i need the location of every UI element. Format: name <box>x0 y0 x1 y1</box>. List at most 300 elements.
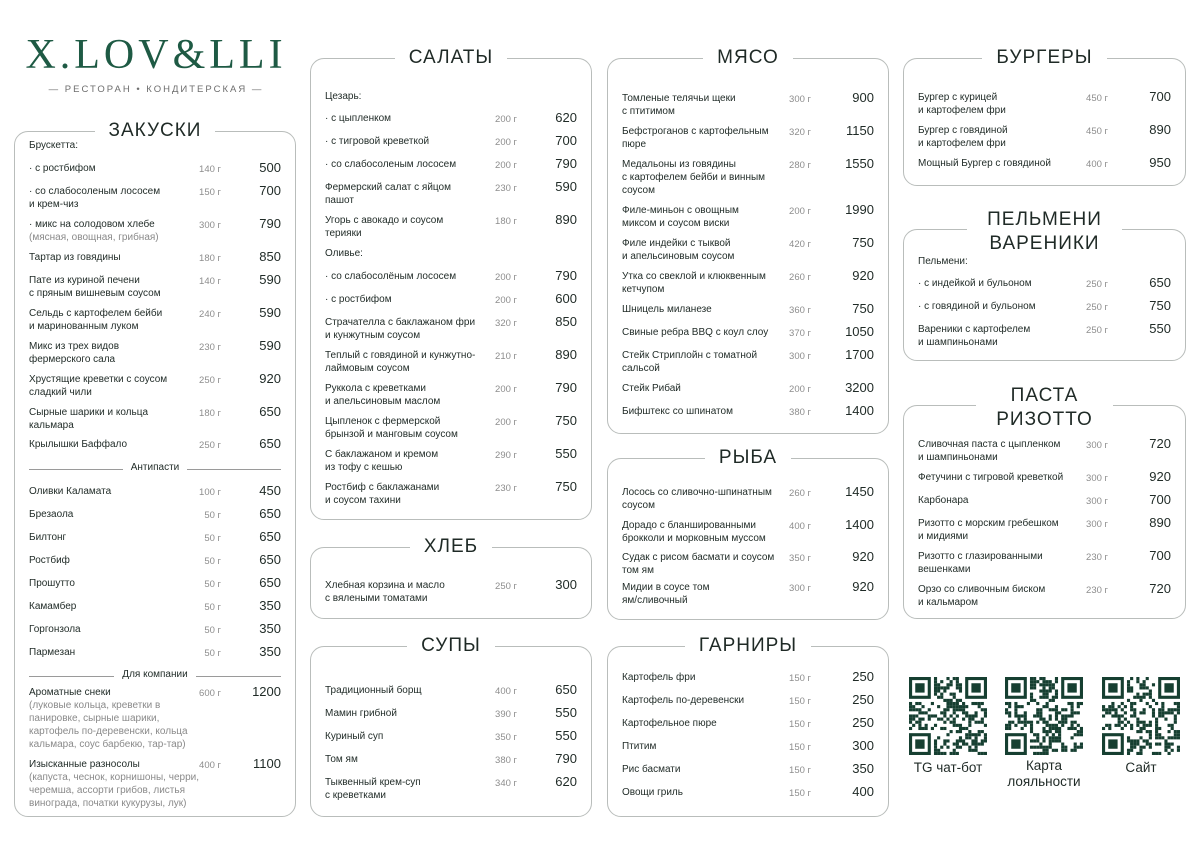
dish-price: 850 <box>259 249 281 264</box>
dish-weight: 180 г <box>199 253 221 264</box>
dish-name-line: Прошутто <box>29 578 75 589</box>
dish-weight: 50 г <box>204 556 221 567</box>
dish-name-line: Рис басмати <box>622 764 681 775</box>
dish-name <box>29 686 201 751</box>
dish-name <box>29 340 199 366</box>
dish-name-line: с вялеными томатами <box>325 593 428 604</box>
dish-price: 790 <box>555 751 577 766</box>
dish-price: 590 <box>259 305 281 320</box>
dish-name-line: Пате из куриной печени <box>29 275 140 286</box>
section-title: СУПЫ <box>407 635 495 656</box>
dish-name-line: с пряным вишневым соусом <box>29 288 161 299</box>
dish-weight: 250 г <box>1086 302 1108 313</box>
dish-name-line: пашот <box>325 195 354 206</box>
dish-name-line: Ароматные снеки <box>29 687 111 698</box>
dish-weight: 400 г <box>789 521 811 532</box>
dish-name-line: Сельдь с картофелем бейби <box>29 308 163 319</box>
qr-label-loyalty-line1: Карта <box>1025 758 1063 773</box>
section-title: МЯСО <box>703 47 793 68</box>
dish-name-line: и картофелем фри <box>918 105 1006 116</box>
dish-price: 550 <box>1149 321 1171 336</box>
brand-logo: X.LOV&LLI <box>25 32 287 78</box>
dish-name <box>29 623 199 636</box>
dish-weight: 230 г <box>1086 585 1108 596</box>
dish-weight: 100 г <box>199 487 221 498</box>
dish-name-line: Бургер с говядиной <box>918 125 1008 136</box>
dish-weight: 300 г <box>1086 519 1108 530</box>
dish-price: 790 <box>555 156 577 171</box>
dish-name <box>29 162 199 175</box>
dish-name-line: лаймовым соусом <box>325 363 410 374</box>
divider-antipasti-label: Антипасти <box>123 462 188 473</box>
dish-name-line: и шампиньонами <box>918 337 998 348</box>
divider-company <box>29 669 281 682</box>
dish-weight: 260 г <box>789 272 811 283</box>
dish-price: 650 <box>259 506 281 521</box>
dish-weight: 420 г <box>789 239 811 250</box>
dish-name-line: Лосось со сливочно-шпинатным <box>622 487 772 498</box>
dish-weight: 290 г <box>495 450 517 461</box>
dish-name-line: Картофель фри <box>622 672 696 683</box>
section-salaty <box>310 47 592 520</box>
section-title: ГАРНИРЫ <box>685 635 811 656</box>
dish-price: 350 <box>259 598 281 613</box>
section-myaso <box>607 47 889 434</box>
dish-price: 1050 <box>845 324 874 339</box>
dish-price: 750 <box>852 235 874 250</box>
dish-price: 920 <box>852 268 874 283</box>
dish-name-line: Бургер с курицей <box>918 92 998 103</box>
section-title: ЗАКУСКИ <box>95 120 216 141</box>
dish-price: 920 <box>852 549 874 564</box>
dish-name-line: и апельсиновым соусом <box>622 251 735 262</box>
dish-weight: 340 г <box>495 778 517 789</box>
dish-name-line: Шницель миланезе <box>622 304 712 315</box>
dish-name-line: Ростбиф с баклажанами <box>325 482 440 493</box>
section-supy <box>310 635 592 817</box>
dish-price: 750 <box>555 413 577 428</box>
dish-name-line: вешенками <box>918 564 971 575</box>
qr-label-tg: TG чат-бот <box>913 760 983 775</box>
dish-weight: 180 г <box>199 408 221 419</box>
dish-name-line: · микс на солодовом хлебе <box>29 219 155 230</box>
divider-antipasti <box>29 462 281 475</box>
dish-weight: 200 г <box>495 272 517 283</box>
dish-price: 550 <box>555 728 577 743</box>
dish-name-line: из тофу с кешью <box>325 462 403 473</box>
section-title-line1: ПАСТА <box>986 384 1103 408</box>
dish-name-line: терияки <box>325 228 362 239</box>
dish-name-line: С баклажаном и кремом <box>325 449 439 460</box>
dish-weight: 200 г <box>789 206 811 217</box>
section-title: САЛАТЫ <box>395 47 507 68</box>
dish-weight: 200 г <box>495 160 517 171</box>
dish-name-line: с картофелем бейби и винным <box>622 172 766 183</box>
dish-price: 250 <box>852 669 874 684</box>
dish-name-line: Крылышки Баффало <box>29 439 128 450</box>
dish-name <box>29 373 199 399</box>
dish-weight: 320 г <box>495 318 517 329</box>
dish-price: 620 <box>555 110 577 125</box>
dish-name <box>29 251 199 264</box>
dish-price: 300 <box>555 577 577 592</box>
dish-name-line: Сливочная паста с цыпленком <box>918 439 1061 450</box>
dish-price: 750 <box>1149 298 1171 313</box>
dish-name-line: Хрустящие креветки с соусом <box>29 374 168 385</box>
dish-name-line: с креветками <box>325 790 386 801</box>
dish-weight: 150 г <box>789 742 811 753</box>
pelmeni-label: Пельмени: <box>918 256 968 267</box>
dish-weight: 150 г <box>199 187 221 198</box>
dish-weight: 50 г <box>204 648 221 659</box>
dish-name <box>29 438 199 451</box>
dish-price: 950 <box>1149 155 1171 170</box>
dish-name-line: Ризотто с глазированными <box>918 551 1043 562</box>
dish-weight: 300 г <box>199 220 221 231</box>
dish-weight: 230 г <box>495 183 517 194</box>
dish-price: 890 <box>555 347 577 362</box>
dish-description: (капуста, чеснок, корнишоны, черри, черемша, ассорти грибов, листья винограда, початки кукурузы, лук) <box>29 772 199 809</box>
dish-weight: 300 г <box>1086 496 1108 507</box>
dish-price: 750 <box>555 479 577 494</box>
dish-weight: 150 г <box>789 788 811 799</box>
qr-code-site[interactable] <box>1102 677 1180 755</box>
dish-price: 890 <box>555 212 577 227</box>
dish-price: 3200 <box>845 380 874 395</box>
dish-price: 900 <box>852 90 874 105</box>
dish-price: 350 <box>259 621 281 636</box>
dish-name-line: Руккола с креветками <box>325 383 426 394</box>
dish-name-line: Угорь с авокадо и соусом <box>325 215 444 226</box>
dish-name-line: Вареники с картофелем <box>918 324 1031 335</box>
dish-price: 1100 <box>253 756 281 771</box>
dish-weight: 300 г <box>1086 440 1108 451</box>
dish-price: 550 <box>555 705 577 720</box>
dish-price: 650 <box>555 682 577 697</box>
dish-price: 250 <box>852 692 874 707</box>
dish-name-line: Томленые телячьи щеки <box>622 93 736 104</box>
dish-name-line: пюре <box>622 139 647 150</box>
dish-name-line: Картофельное пюре <box>622 718 717 729</box>
dish-name-line: и апельсиновым маслом <box>325 396 441 407</box>
dish-name <box>29 554 199 567</box>
dish-price: 450 <box>259 483 281 498</box>
dish-name-line: Бифштекс со шпинатом <box>622 406 733 417</box>
section-pasta <box>903 385 1186 619</box>
dish-name-line: брынзой и манговым соусом <box>325 429 458 440</box>
dish-name-line: Ростбиф <box>29 555 70 566</box>
dish-price: 500 <box>259 160 281 175</box>
dish-weight: 230 г <box>199 342 221 353</box>
dish-name-line: Билтонг <box>29 532 67 543</box>
dish-name-line: Судак с рисом басмати и соусом <box>622 552 775 563</box>
dish-weight: 450 г <box>1086 126 1108 137</box>
caesar-label: Цезарь: <box>325 91 362 102</box>
dish-weight: 450 г <box>1086 93 1108 104</box>
qr-code-tg-bot[interactable] <box>909 677 987 755</box>
dish-name-line: · с ростбифом <box>325 294 392 305</box>
dish-weight: 140 г <box>199 164 221 175</box>
dish-name-line: и кунжутным соусом <box>325 330 421 341</box>
dish-price: 600 <box>555 291 577 306</box>
dish-weight: 150 г <box>789 719 811 730</box>
dish-name-line: Мидии в соусе том <box>622 582 710 593</box>
dish-weight: 350 г <box>495 732 517 743</box>
dish-name <box>29 406 199 432</box>
qr-label-loyalty-line2: лояльности <box>1007 774 1081 789</box>
dish-price: 650 <box>259 552 281 567</box>
dish-price: 1550 <box>845 156 874 171</box>
dish-name-line: Филе-миньон с овощным <box>622 205 739 216</box>
dish-weight: 280 г <box>789 160 811 171</box>
dish-name-line: миксом и соусом виски <box>622 218 730 229</box>
dish-name-line: соусом <box>622 185 655 196</box>
dish-price: 650 <box>259 529 281 544</box>
divider-company-label: Для компании <box>114 669 195 680</box>
dish-price: 700 <box>1149 492 1171 507</box>
dish-name-line: Хлебная корзина и масло <box>325 580 445 591</box>
dish-weight: 200 г <box>495 114 517 125</box>
dish-name <box>29 508 199 521</box>
section-hleb <box>310 536 592 619</box>
dish-weight: 200 г <box>495 295 517 306</box>
dish-name-line: Том ям <box>325 754 358 765</box>
dish-price: 920 <box>852 579 874 594</box>
dish-name-line: Куриный суп <box>325 731 384 742</box>
dish-price: 1150 <box>846 123 874 138</box>
dish-weight: 200 г <box>495 384 517 395</box>
dish-price: 700 <box>555 133 577 148</box>
section-title: РЫБА <box>705 447 791 468</box>
dish-name-line: · с цыпленком <box>325 113 392 124</box>
dish-name-line: · с ростбифом <box>29 163 96 174</box>
dish-name-line: Страчателла с баклажаном фри <box>325 317 476 328</box>
dish-price: 1400 <box>845 517 874 532</box>
dish-name-line: Медальоны из говядины <box>622 159 736 170</box>
dish-price: 700 <box>259 183 281 198</box>
dish-weight: 50 г <box>204 579 221 590</box>
brand-subtitle: — РЕСТОРАН • КОНДИТЕРСКАЯ — <box>48 84 264 95</box>
dish-weight: 200 г <box>495 137 517 148</box>
dish-weight: 250 г <box>199 375 221 386</box>
dish-price: 790 <box>259 216 281 231</box>
dish-weight: 300 г <box>789 351 811 362</box>
dish-name-line: · со слабосолёным лососем <box>325 271 457 282</box>
dish-weight: 250 г <box>1086 279 1108 290</box>
brand-block <box>22 30 290 95</box>
dish-name <box>29 758 201 810</box>
dish-price: 790 <box>555 380 577 395</box>
dish-weight: 370 г <box>789 328 811 339</box>
dish-price: 350 <box>259 644 281 659</box>
dish-name-line: Филе индейки с тыквой <box>622 238 731 249</box>
dish-weight: 230 г <box>1086 552 1108 563</box>
dish-weight: 150 г <box>789 765 811 776</box>
section-title-line2: РИЗОТТО <box>986 408 1103 432</box>
dish-name-line: фермерского сала <box>29 354 116 365</box>
dish-name-line: Тартар из говядины <box>29 252 121 263</box>
dish-weight: 240 г <box>199 309 221 320</box>
dish-weight: 400 г <box>495 686 517 697</box>
dish-weight: 50 г <box>204 533 221 544</box>
dish-name-line: и шампиньонами <box>918 452 998 463</box>
dish-name-line: Сырные шарики и кольца <box>29 407 149 418</box>
section-title: ХЛЕБ <box>410 536 492 557</box>
dish-name-line: Карбонара <box>918 495 969 506</box>
dish-price: 920 <box>259 371 281 386</box>
dish-price: 650 <box>259 575 281 590</box>
dish-name-line: Камамбер <box>29 601 77 612</box>
section-title: БУРГЕРЫ <box>982 47 1106 68</box>
dish-name-line: Цыпленок с фермерской <box>325 416 441 427</box>
dish-name-line: Утка со свеклой и клюквенным <box>622 271 766 282</box>
dish-price: 890 <box>1149 122 1171 137</box>
section-burgery <box>903 47 1186 186</box>
section-pelmeni <box>903 209 1186 361</box>
dish-weight: 400 г <box>1086 159 1108 170</box>
dish-name-line: Микс из трех видов <box>29 341 119 352</box>
dish-weight: 180 г <box>495 216 517 227</box>
dish-name-line: том ям <box>622 565 654 576</box>
dish-name-line: · с тигровой креветкой <box>325 136 430 147</box>
dish-name-line: ям/сливочный <box>622 595 688 606</box>
dish-price: 700 <box>1149 548 1171 563</box>
dish-name-line: и крем-чиз <box>29 199 79 210</box>
dish-name-line: Ризотто с морским гребешком <box>918 518 1059 529</box>
dish-price: 620 <box>555 774 577 789</box>
dish-weight: 320 г <box>789 127 811 138</box>
dish-name-line: Птитим <box>622 741 657 752</box>
qr-label-site: Сайт <box>1125 760 1157 775</box>
dish-weight: 210 г <box>495 351 517 362</box>
dish-name-line: Оливки Каламата <box>29 486 112 497</box>
dish-name-line: Пармезан <box>29 647 76 658</box>
dish-name-line: сладкий чили <box>29 387 92 398</box>
dish-name-line: Бефстроганов с картофельным <box>622 126 769 137</box>
dish-price: 300 <box>852 738 874 753</box>
dish-name <box>29 274 199 300</box>
bruschetta-label: Брускетта: <box>29 140 79 151</box>
dish-name-line: Изысканные разносолы <box>29 759 140 770</box>
dish-name-line: кальмара <box>29 420 74 431</box>
dish-name-line: и маринованным луком <box>29 321 139 332</box>
dish-price: 1450 <box>845 484 874 499</box>
dish-weight: 250 г <box>199 440 221 451</box>
dish-weight: 380 г <box>789 407 811 418</box>
section-ryba <box>607 447 889 620</box>
dish-name-line: Картофель по-деревенски <box>622 695 745 706</box>
dish-name-line: и кальмаром <box>918 597 978 608</box>
dish-price: 590 <box>555 179 577 194</box>
dish-name-line: Овощи гриль <box>622 787 683 798</box>
dish-price: 590 <box>259 272 281 287</box>
dish-name-line: кетчупом <box>622 284 665 295</box>
dish-price: 1700 <box>845 347 874 362</box>
dish-weight: 380 г <box>495 755 517 766</box>
dish-name-line: Традиционный борщ <box>325 685 422 696</box>
dish-price: 720 <box>1149 581 1171 596</box>
dish-description: (мясная, овощная, грибная) <box>29 232 159 243</box>
dish-name <box>29 218 199 244</box>
dish-weight: 150 г <box>789 696 811 707</box>
dish-weight: 230 г <box>495 483 517 494</box>
dish-weight: 250 г <box>495 581 517 592</box>
dish-weight: 300 г <box>789 583 811 594</box>
dish-weight: 140 г <box>199 276 221 287</box>
dish-weight: 200 г <box>789 384 811 395</box>
dish-weight: 350 г <box>789 553 811 564</box>
dish-name-line: Мамин грибной <box>325 708 397 719</box>
dish-name <box>29 577 199 590</box>
section-zakuski <box>14 120 296 817</box>
dish-price: 1400 <box>845 403 874 418</box>
dish-name-line: соусом <box>622 500 655 511</box>
dish-name-line: Фермерский салат с яйцом <box>325 182 451 193</box>
dish-name-line: Брезаола <box>29 509 74 520</box>
dish-price: 550 <box>555 446 577 461</box>
dish-name <box>29 185 199 211</box>
dish-name-line: сальсой <box>622 363 660 374</box>
dish-name-line: · со слабосоленым лососем <box>325 159 457 170</box>
dish-price: 400 <box>852 784 874 799</box>
dish-price: 650 <box>1149 275 1171 290</box>
dish-name-line: · с индейкой и бульоном <box>918 278 1032 289</box>
dish-weight: 400 г <box>199 760 221 771</box>
dish-price: 590 <box>259 338 281 353</box>
dish-name-line: Фетучини с тигровой креветкой <box>918 472 1064 483</box>
dish-price: 850 <box>555 314 577 329</box>
dish-weight: 360 г <box>789 305 811 316</box>
dish-name-line: Стейк Рибай <box>622 383 681 394</box>
dish-name <box>29 600 199 613</box>
dish-price: 1990 <box>845 202 874 217</box>
dish-price: 750 <box>852 301 874 316</box>
dish-name-line: Свиные ребра BBQ с коул слоу <box>622 327 769 338</box>
dish-name-line: Стейк Стриплойн с томатной <box>622 350 758 361</box>
section-title-line2: ВАРЕНИКИ <box>977 232 1112 256</box>
dish-name <box>29 531 199 544</box>
dish-weight: 300 г <box>789 94 811 105</box>
dish-price: 250 <box>852 715 874 730</box>
qr-code-loyalty-card[interactable] <box>1005 677 1083 755</box>
dish-name-line: брокколи и морковным муссом <box>622 533 766 544</box>
dish-name-line: Дорадо с бланшированными <box>622 520 756 531</box>
dish-price: 1200 <box>252 684 281 699</box>
dish-name-line: · со слабосоленым лососем <box>29 186 161 197</box>
dish-weight: 250 г <box>1086 325 1108 336</box>
dish-name-line: Орзо со сливочным биском <box>918 584 1046 595</box>
dish-weight: 50 г <box>204 510 221 521</box>
dish-name-line: и мидиями <box>918 531 969 542</box>
dish-name-line: и картофелем фри <box>918 138 1006 149</box>
dish-name-line: Теплый с говядиной и кунжутно- <box>325 350 476 361</box>
dish-weight: 300 г <box>1086 473 1108 484</box>
dish-price: 920 <box>1149 469 1171 484</box>
dish-name-line: Мощный Бургер с говядиной <box>918 158 1051 169</box>
dish-weight: 600 г <box>199 688 221 699</box>
section-garniry <box>607 635 889 817</box>
dish-name-line: Тыквенный крем-суп <box>325 777 421 788</box>
dish-name-line: с птитимом <box>622 106 675 117</box>
dish-name <box>29 307 199 333</box>
dish-name-line: и соусом тахини <box>325 495 401 506</box>
section-title-line1: ПЕЛЬМЕНИ <box>977 208 1112 232</box>
dish-weight: 390 г <box>495 709 517 720</box>
dish-price: 890 <box>1149 515 1171 530</box>
dish-name <box>29 646 199 659</box>
dish-price: 650 <box>259 436 281 451</box>
dish-weight: 50 г <box>204 625 221 636</box>
